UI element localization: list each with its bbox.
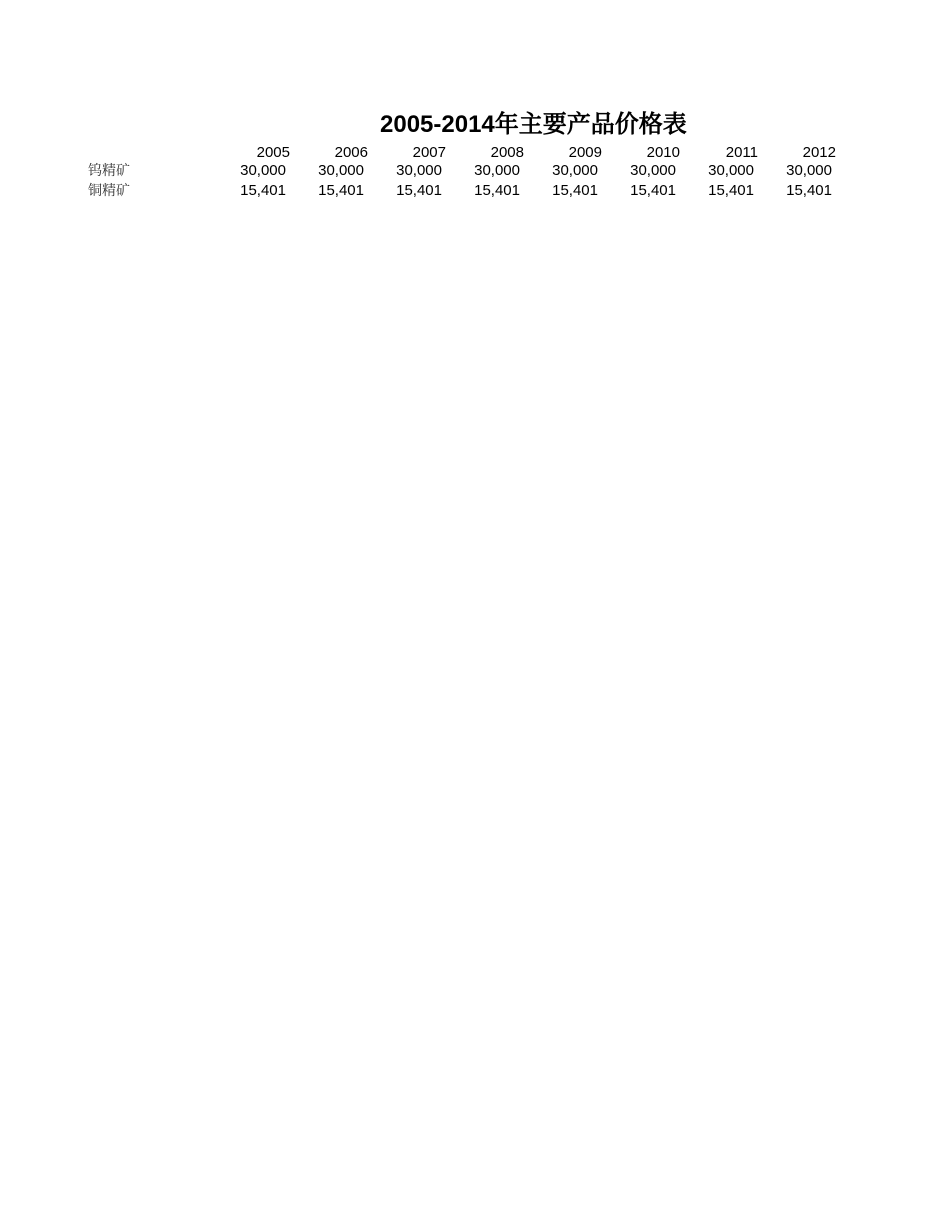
year-header-cell: 2012 <box>802 144 836 161</box>
year-header-cell: 2005 <box>256 144 290 161</box>
price-cell: 30,000 <box>396 162 442 179</box>
year-header-cell: 2010 <box>646 144 680 161</box>
price-cell: 15,401 <box>240 182 286 199</box>
price-cell: 30,000 <box>474 162 520 179</box>
price-cell: 15,401 <box>552 182 598 199</box>
year-header-cell: 2007 <box>412 144 446 161</box>
year-header-cell: 2008 <box>490 144 524 161</box>
year-header-row <box>0 143 950 163</box>
price-cell: 15,401 <box>786 182 832 199</box>
year-header-cell: 2009 <box>568 144 602 161</box>
table-title: 2005-2014年主要产品价格表 <box>380 111 687 138</box>
price-cell: 30,000 <box>318 162 364 179</box>
row-label: 钨精矿 <box>88 163 130 179</box>
price-cell: 15,401 <box>474 182 520 199</box>
price-cell: 15,401 <box>630 182 676 199</box>
price-cell: 15,401 <box>708 182 754 199</box>
price-cell: 15,401 <box>318 182 364 199</box>
table-row <box>0 161 950 181</box>
price-cell: 30,000 <box>708 162 754 179</box>
year-header-cell: 2006 <box>334 144 368 161</box>
price-cell: 30,000 <box>240 162 286 179</box>
price-cell: 30,000 <box>630 162 676 179</box>
price-cell: 30,000 <box>786 162 832 179</box>
table-row <box>0 181 950 201</box>
price-cell: 30,000 <box>552 162 598 179</box>
row-label: 铜精矿 <box>88 183 130 199</box>
price-cell: 15,401 <box>396 182 442 199</box>
year-header-cell: 2011 <box>725 144 758 161</box>
